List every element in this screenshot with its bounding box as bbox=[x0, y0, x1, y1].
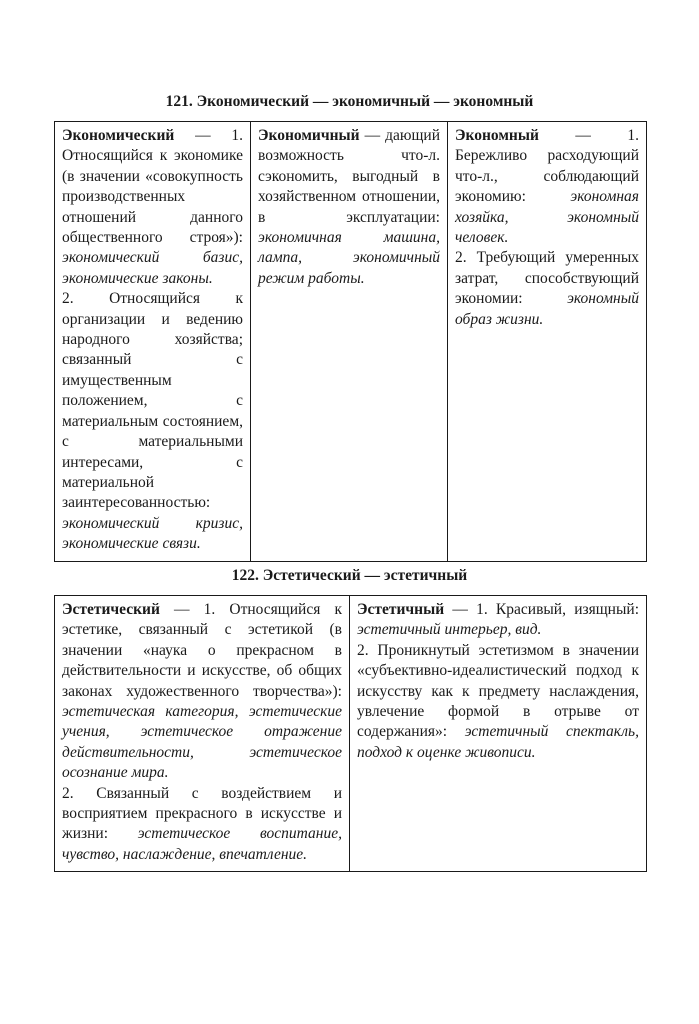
table-122 bbox=[54, 595, 647, 872]
examples: экономический базис, экономические законы. bbox=[62, 249, 243, 287]
entry-cell-ekonomichnyy bbox=[251, 122, 448, 562]
definition-1 bbox=[62, 126, 243, 289]
definition-1 bbox=[357, 600, 639, 641]
entry-cell-esteticheskiy bbox=[55, 596, 350, 872]
examples: экономная хозяйка, экономный человек. bbox=[455, 188, 639, 247]
entry-cell-estetichnyy bbox=[350, 596, 647, 872]
definition-text: 2. Относящийся к организации и ведению народного хозяйства; связанный с имущественным положением, с материальным состоянием, с материальными интересами, с материальной заинтересованностью: bbox=[62, 290, 243, 512]
definition-2 bbox=[357, 641, 639, 763]
term: Экономический bbox=[62, 127, 175, 144]
definition-text: 2. Требующий умеренных затрат, способствующий экономии: bbox=[455, 249, 639, 308]
term: Эстетический bbox=[62, 601, 160, 618]
definition-text: — дающий возможность что-л. сэкономить, выгодный в хозяйственном отношении, в эксплуатации: bbox=[258, 127, 440, 226]
table-121 bbox=[54, 121, 647, 562]
term: Эстетичный bbox=[357, 601, 445, 618]
section-heading-121: 121. Экономический — экономичный — экономный bbox=[165, 93, 534, 110]
examples: экономичная машина, лампа, экономичный режим работы. bbox=[258, 229, 440, 287]
term: Экономный bbox=[455, 127, 539, 144]
definition-1 bbox=[62, 600, 342, 784]
entry-cell-ekonomicheskiy bbox=[55, 122, 251, 562]
examples: эстетическая категория, эстетические учения, эстетическое отражение действительности, эстетическое осознание мира. bbox=[62, 703, 342, 782]
examples: эстетическое воспитание, чувство, наслаждение, впечатление. bbox=[62, 825, 342, 863]
definition-1 bbox=[258, 126, 440, 289]
examples: эстетичный интерьер, вид. bbox=[357, 621, 542, 639]
definition-2 bbox=[62, 784, 342, 866]
definition-text: — 1. Красивый, изящный: bbox=[444, 601, 639, 618]
examples: экономный образ жизни. bbox=[455, 290, 639, 328]
definition-2 bbox=[62, 289, 243, 554]
definition-text: 2. Проникнутый эстетизмом в значении «субъективно-идеалистический подход к искусству как к предмету наслаждения, увлечение формой в отрыве от содержания»: bbox=[357, 641, 639, 741]
definition-text: — 1. Относящийся к экономике (в значении «совокупность производственных отношений данного общественного строя»): bbox=[62, 127, 243, 247]
examples: экономический кризис, экономические связи. bbox=[62, 514, 243, 553]
section-heading-122: 122. Эстетический — эстетичный bbox=[231, 567, 468, 584]
definition-text: — 1. Бережливо расходующий что-л., соблюдающий экономию: bbox=[455, 127, 639, 206]
entry-cell-ekonomnyy bbox=[448, 122, 647, 562]
definition-text: 2. Связанный с воздействием и восприятием прекрасного в искусстве и жизни: bbox=[62, 784, 342, 843]
definition-1 bbox=[455, 126, 639, 248]
definition-text: — 1. Относящийся к эстетике, связанный с эстетикой (в значении «наука о прекрасном в действительности и искусстве, об общих законах художественного творчества»): bbox=[62, 601, 342, 700]
term: Экономичный bbox=[258, 127, 360, 144]
examples: эстетичный спектакль, подход к оценке живописи. bbox=[357, 723, 639, 761]
definition-2 bbox=[455, 248, 639, 330]
